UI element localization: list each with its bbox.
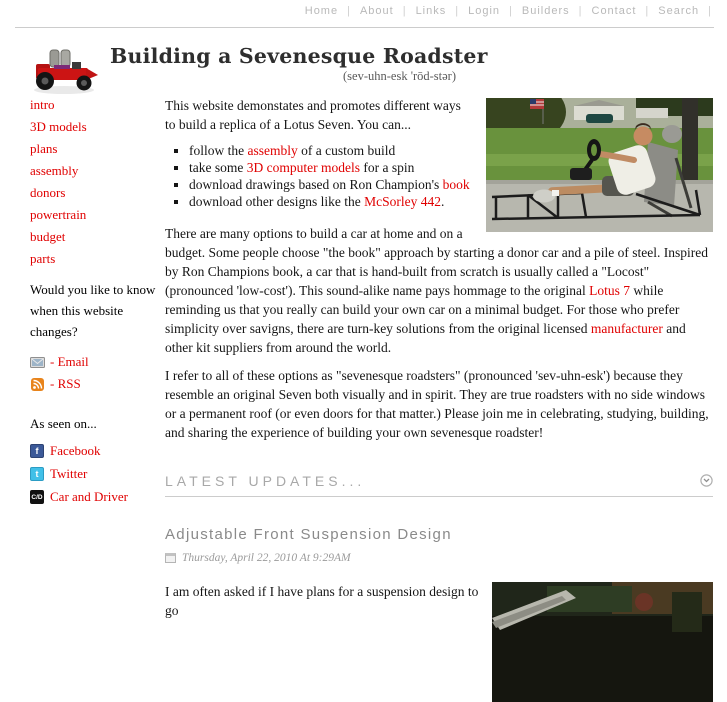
sevenesque-paragraph <box>165 366 713 442</box>
suspension-workshop-photo <box>492 582 713 702</box>
lotus-7-link[interactable]: Lotus 7 <box>589 282 631 298</box>
options-paragraph <box>165 224 713 357</box>
bullet-text: follow the <box>189 143 248 158</box>
calendar-icon <box>165 553 176 563</box>
sidebar-item-3d-models[interactable]: 3D models <box>30 119 87 134</box>
nav-separator: | <box>455 5 460 17</box>
twitter-icon: t <box>30 467 44 481</box>
paragraph-text: There are many options to build a car at home and on a budget. Some people choose "the book" approach by starting a donor car and a pile of steel. Inspired by Ron Champions book, a car that is hand-built from scratch is usually called a "Locost" (pronounced 'low-cost'). This sound-alike name pays hommage to the original <box>165 225 708 298</box>
article-text: I am often asked if I have plans for a suspension design to go <box>165 583 479 618</box>
facebook-icon: f <box>30 444 44 458</box>
rss-link[interactable]: - RSS <box>50 376 81 391</box>
twitter-link[interactable]: Twitter <box>50 466 88 481</box>
book-link[interactable]: book <box>442 177 470 192</box>
rss-subscribe-row <box>30 376 158 392</box>
site-header <box>110 44 488 84</box>
sidebar-item-donors[interactable]: donors <box>30 185 66 200</box>
nav-builders[interactable]: Builders <box>521 5 570 17</box>
intro-text: This website demonstates and promotes different ways to build a replica of a Lotus Seven. You can... <box>165 98 461 132</box>
sidebar-item-budget[interactable]: budget <box>30 229 66 244</box>
sidebar-item-intro[interactable]: intro <box>30 97 55 112</box>
sidebar-item-assembly[interactable]: assembly <box>30 163 79 178</box>
top-navigation <box>280 5 721 17</box>
site-logo-roadster[interactable] <box>28 38 100 96</box>
bullet-text: for a spin <box>359 160 415 175</box>
title-pronunciation: (sev-uhn-esk 'rōd-stər) <box>343 69 456 83</box>
article-body <box>165 582 713 620</box>
header-divider <box>15 27 714 28</box>
paragraph-text: and other kit suppliers from around the world. <box>165 320 686 355</box>
mcsorley-442-link[interactable]: McSorley 442 <box>364 194 441 209</box>
facebook-link[interactable]: Facebook <box>50 443 101 458</box>
sidebar <box>30 98 158 512</box>
article-title[interactable]: Adjustable Front Suspension Design <box>165 525 452 543</box>
nav-separator: | <box>578 5 583 17</box>
article-date-row <box>165 552 713 564</box>
nav-about[interactable]: About <box>359 5 394 17</box>
nav-links[interactable]: Links <box>415 5 447 17</box>
notify-prompt: Would you like to know when this website changes? <box>30 282 156 339</box>
page-title[interactable]: Building a Sevenesque Roadster <box>110 44 488 68</box>
rss-icon <box>30 378 45 391</box>
manufacturer-link[interactable]: manufacturer <box>590 320 663 336</box>
bullet-text: take some <box>189 160 247 175</box>
nav-contact[interactable]: Contact <box>591 5 637 17</box>
main-content <box>165 96 713 702</box>
nav-login[interactable]: Login <box>468 5 501 17</box>
email-subscribe-row <box>30 354 158 370</box>
nav-search[interactable]: Search <box>658 5 700 17</box>
sidebar-item-parts[interactable]: parts <box>30 251 56 266</box>
article-date: Thursday, April 22, 2010 At 9:29AM <box>182 551 351 564</box>
latest-updates-header <box>165 473 713 497</box>
as-seen-on-label: As seen on... <box>30 416 97 431</box>
sidebar-item-powertrain[interactable]: powertrain <box>30 207 87 222</box>
latest-updates-label: LATEST UPDATES... <box>165 472 366 489</box>
nav-separator: | <box>708 5 712 17</box>
bullet-text: . <box>440 194 445 209</box>
car-and-driver-row <box>30 489 158 505</box>
clock-icon <box>700 474 713 487</box>
bullet-text: download other designs like the <box>189 194 365 209</box>
paragraph-text: while reminding us that you really can build your own car on a minimal budget. For those who prefer simplicity over savigns, there are turn-key solutions from the original licensed <box>165 282 680 336</box>
bullet-text: of a custom build <box>297 143 396 158</box>
facebook-row <box>30 443 158 459</box>
nav-separator: | <box>645 5 650 17</box>
nav-separator: | <box>347 5 351 17</box>
twitter-row <box>30 466 158 482</box>
paragraph-text: I refer to all of these options as "sevenesque roadsters" (pronounced 'sev-uhn-esk') because they resemble an original Seven both visually and in spirit. They are true roadsters with no side windows or a permanent roof (or even doors for that matter.) Please join me in celebrating, studying, building, and sharing the experience of building your own sevenesque roadster! <box>165 367 709 440</box>
nav-separator: | <box>402 5 407 17</box>
chassis-driver-photo <box>486 98 713 232</box>
roadster-logo-icon <box>28 38 100 96</box>
email-link[interactable]: - Email <box>50 354 89 369</box>
3d-models-link[interactable]: 3D computer models <box>246 160 360 175</box>
email-icon <box>30 356 45 369</box>
sidebar-item-plans[interactable]: plans <box>30 141 58 156</box>
car-and-driver-link[interactable]: Car and Driver <box>50 489 128 504</box>
nav-home[interactable]: Home <box>304 5 339 17</box>
car-and-driver-icon: C/D <box>30 490 44 504</box>
nav-separator: | <box>509 5 513 17</box>
assembly-link[interactable]: assembly <box>247 143 298 158</box>
bullet-text: download drawings based on Ron Champion's <box>189 177 443 192</box>
